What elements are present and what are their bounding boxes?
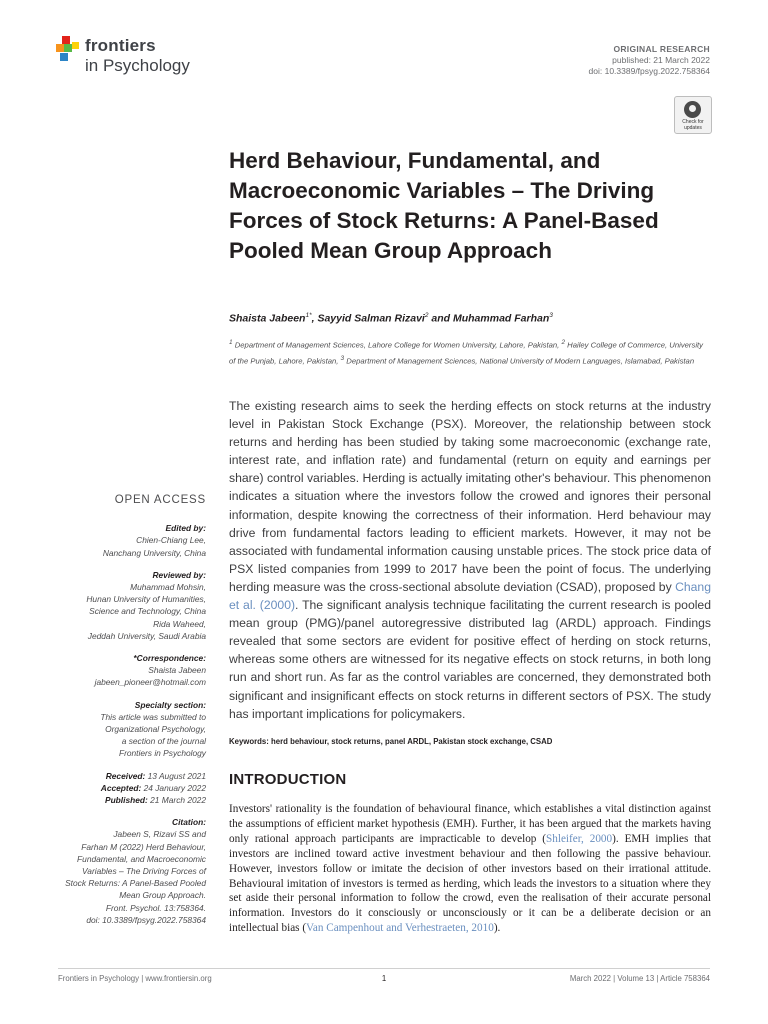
citation-line: Mean Group Approach.: [119, 890, 206, 901]
citation-link[interactable]: Chang et al. (2000): [229, 579, 711, 613]
citation-line: Stock Returns: A Panel-Based Pooled: [65, 878, 206, 889]
footer-journal[interactable]: Frontiers in Psychology | www.frontiersin.org: [58, 974, 212, 983]
author-separator: and: [428, 312, 453, 325]
published-date: published: 21 March 2022: [612, 55, 710, 65]
specialty-line: Organizational Psychology,: [105, 724, 206, 735]
abstract-text: . The significant analysis technique facilitating the current research is pooled mean group (PMG)/panel autoregressive distributed lag (ARDL) approach. Findings revealed that some sectors are evident for positive effect of herding on stock returns, whereas some others are witnessed for its negative effects on stock returns, in both long run and short run. As far as the control variables are concerned, they demonstrated both significant and insignificant effects on stock returns in different sectors of PSX. The study has important implications for policymakers.: [229, 598, 711, 721]
reviewed-by-label: Reviewed by:: [152, 569, 206, 580]
specialty-line: a section of the journal: [121, 736, 206, 747]
accepted-date: [40, 782, 206, 794]
correspondence-name: Shaista Jabeen: [148, 665, 206, 676]
author-3-affil: 3: [549, 312, 553, 319]
doi[interactable]: doi: 10.3389/fpsyg.2022.758364: [588, 66, 710, 76]
specialty-line: This article was submitted to: [100, 711, 206, 722]
citation-link[interactable]: Shleifer, 2000: [546, 832, 613, 845]
abstract-text: The existing research aims to seek the herding effects on stock returns at the industry level in Pakistan Stock Exchange (PSX). Moreover, the relationship between stock returns and herding has been studied by taking some macroeconomic (exchange rate, interest rate, and inflation rate) and fundamental (return on equity and earnings per share) control variables. Herding is actually imitating other's behaviour. This phenomenon indicates a situation where the investors follow the crowed and ignores their personal information, despite knowing the correctness of their information. Herd behaviour may drive from fundamental factors leading to efficient markets. However, it may not be associated with fundamental information causing unstable prices. The stock price data of PSX listed companies from 1999 to 2017 have been the point of focus. The underlying herding measure was the cross-sectional absolute deviation (CSAD), proposed by: [229, 399, 711, 594]
keywords: Keywords: herd behaviour, stock returns, panel ARDL, Pakistan stock exchange, CSAD: [229, 737, 553, 746]
article-info-sidebar: [40, 494, 206, 926]
check-updates-label: Check for updates: [682, 119, 704, 131]
citation-line: Variables – The Driving Forces of: [82, 866, 206, 877]
received-date: [40, 770, 206, 782]
received-value: 13 August 2021: [145, 770, 206, 781]
article-type: ORIGINAL RESEARCH: [613, 44, 710, 54]
affil-number: 3: [340, 354, 345, 362]
author-2-affil: 2: [424, 312, 429, 319]
article-meta-header: [589, 44, 710, 77]
open-access-label: OPEN ACCESS: [114, 494, 206, 506]
affil-text: Department of Management Sciences, National University of Modern Languages, Islamabad, Pakistan: [344, 356, 695, 366]
author-1-affil: 1*: [305, 312, 312, 319]
reviewer-line: Muhammad Mohsin,: [130, 582, 206, 593]
introduction-text: [229, 802, 711, 936]
published-label: Published:: [104, 795, 148, 806]
section-heading: INTRODUCTION: [229, 771, 347, 788]
published-date-sidebar: [40, 794, 206, 806]
abstract: [229, 397, 711, 723]
article-title: Herd Behaviour, Fundamental, and Macroeconomic Variables – The Driving Forces of Stock Returns: A Panel-Based Pooled Mean Group Approach: [229, 148, 659, 263]
page-number: 1: [381, 974, 387, 983]
journal-logo[interactable]: [56, 34, 216, 80]
journal-name-secondary: in Psychology: [85, 56, 190, 75]
page-footer: [58, 968, 710, 988]
citation-line: Fundamental, and Macroeconomic: [77, 853, 206, 864]
body-text: ). EMH implies that investors are inclined toward active investment behaviour and then following the passive behaviour. However, investors follow or imitate the decision of other investors based on their irrational attitude. Behavioural imitation of investors is termed as herding, which leads the investors to a situation where they set aside their personal information to follow the crowd, even the realisation of their accurate personal information. Investors do it consciously or unconsciously or it can be a deliberate decision or an intellectual bias (: [229, 832, 712, 935]
citation-line[interactable]: doi: 10.3389/fpsyg.2022.758364: [86, 914, 206, 925]
citation-line: Jabeen S, Rizavi SS and: [113, 829, 206, 840]
correspondence-email[interactable]: jabeen_pioneer@hotmail.com: [94, 677, 206, 688]
citation-link[interactable]: Van Campenhout and Verhestraeten, 2010: [306, 922, 494, 935]
published-value: 21 March 2022: [147, 795, 206, 806]
edited-by-label: Edited by:: [165, 523, 206, 534]
affil-text: Hailey College of Commerce, University of the Punjab, Lahore, Pakistan,: [229, 340, 704, 366]
author-list: [229, 312, 709, 325]
author-2[interactable]: Sayyid Salman Rizavi: [317, 312, 425, 325]
author-3[interactable]: Muhammad Farhan: [452, 312, 550, 325]
footer-issue-info: March 2022 | Volume 13 | Article 758364: [569, 974, 710, 983]
body-text: ).: [493, 922, 501, 935]
body-text: Investors' rationality is the foundation of behavioural finance, which establishes a vital distinction against the assumptions of efficient market hypothesis (EMH). Further, it has been argued that the markets having only rational approach participants are impracticable to develop (: [229, 803, 711, 845]
reviewer-line: Jeddah University, Saudi Arabia: [87, 630, 206, 641]
specialty-section-label: Specialty section:: [134, 699, 206, 710]
editor-affiliation: Nanchang University, China: [102, 547, 206, 558]
citation-line: Farhan M (2022) Herd Behaviour,: [81, 841, 206, 852]
check-for-updates-button[interactable]: [674, 96, 712, 134]
affil-number: 2: [561, 339, 566, 346]
reviewer-line: Science and Technology, China: [89, 606, 206, 617]
editor-name: Chien-Chiang Lee,: [136, 535, 206, 546]
journal-name-primary: frontiers: [85, 36, 156, 55]
frontiers-logo-icon: [56, 36, 80, 62]
reviewer-line: Rida Waheed,: [153, 618, 206, 629]
affiliations: [229, 336, 709, 367]
correspondence-label: *Correspondence:: [133, 653, 206, 664]
received-label: Received:: [105, 770, 146, 781]
check-updates-icon: [684, 101, 701, 118]
accepted-value: 24 January 2022: [141, 782, 206, 793]
author-separator: ,: [311, 312, 318, 325]
reviewer-line: Hunan University of Humanities,: [86, 594, 206, 605]
author-1[interactable]: Shaista Jabeen: [229, 312, 306, 325]
accepted-label: Accepted:: [100, 782, 142, 793]
citation-label: Citation:: [172, 817, 206, 828]
specialty-line: Frontiers in Psychology: [118, 748, 206, 759]
affil-number: 1: [229, 339, 233, 346]
affil-text: Department of Management Sciences, Lahore College for Women University, Lahore, Pakistan,: [232, 340, 562, 350]
citation-line: Front. Psychol. 13:758364.: [105, 902, 206, 913]
